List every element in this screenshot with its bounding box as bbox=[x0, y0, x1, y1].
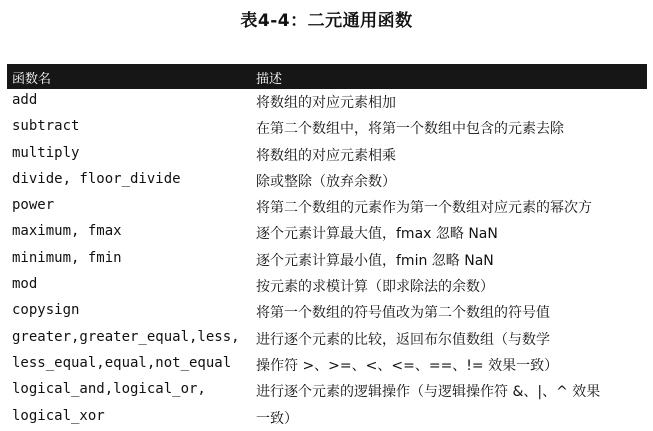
header-function-name: 函数名 bbox=[12, 72, 52, 87]
description-cell: 一致） bbox=[256, 410, 298, 427]
function-name-cell: logical_and,logical_or, bbox=[12, 381, 206, 398]
table-header bbox=[7, 64, 647, 89]
function-name-cell: less_equal,equal,not_equal bbox=[12, 354, 232, 371]
table-row bbox=[7, 247, 647, 273]
table-row bbox=[7, 352, 647, 378]
description-cell: 将数组的对应元素相乘 bbox=[256, 147, 396, 164]
description-cell: 在第二个数组中，将第一个数组中包含的元素去除 bbox=[256, 121, 564, 138]
table-row bbox=[7, 115, 647, 141]
function-name-cell: multiply bbox=[12, 144, 80, 161]
description-cell: 将数组的对应元素相加 bbox=[256, 95, 396, 111]
description-cell: 逐个元素计算最小值，fmin 忽略 NaN bbox=[256, 252, 494, 269]
ufunc-table bbox=[7, 64, 647, 431]
table-row bbox=[7, 89, 647, 115]
table-row bbox=[7, 378, 647, 404]
description-cell: 进行逐个元素的逻辑操作（与逻辑操作符 &、|、^ 效果 bbox=[256, 384, 601, 401]
description-cell: 操作符 >、>=、<、<=、==、!= 效果一致） bbox=[256, 357, 559, 374]
table-title: 表4-4：二元通用函数 bbox=[240, 11, 413, 31]
table-row bbox=[7, 273, 647, 299]
function-name-cell: mod bbox=[12, 276, 38, 293]
function-name-cell: copysign bbox=[12, 302, 80, 319]
table-row bbox=[7, 142, 647, 168]
function-name-cell: maximum, fmax bbox=[12, 223, 122, 240]
function-name-cell: minimum, fmin bbox=[12, 249, 122, 266]
function-name-cell: power bbox=[12, 197, 55, 214]
function-name-cell: subtract bbox=[12, 118, 80, 135]
description-cell: 除或整除（放弃余数） bbox=[256, 173, 396, 190]
function-name-cell: divide, floor_divide bbox=[12, 170, 181, 187]
function-name-cell: logical_xor bbox=[12, 407, 105, 424]
header-description: 描述 bbox=[256, 72, 283, 87]
table-row bbox=[7, 299, 647, 325]
description-cell: 将第二个数组的元素作为第一个数组对应元素的幂次方 bbox=[256, 200, 592, 217]
function-name-cell: add bbox=[12, 92, 38, 108]
table-row bbox=[7, 405, 647, 431]
description-cell: 逐个元素计算最大值，fmax 忽略 NaN bbox=[256, 226, 498, 243]
table-row bbox=[7, 326, 647, 352]
table-row bbox=[7, 220, 647, 246]
description-cell: 按元素的求模计算（即求除法的余数） bbox=[256, 279, 494, 296]
table-row bbox=[7, 194, 647, 220]
table-row bbox=[7, 168, 647, 194]
function-name-cell: greater,greater_equal,less, bbox=[12, 328, 240, 345]
description-cell: 将第一个数组的符号值改为第二个数组的符号值 bbox=[256, 305, 550, 322]
description-cell: 进行逐个元素的比较，返回布尔值数组（与数学 bbox=[256, 331, 550, 348]
